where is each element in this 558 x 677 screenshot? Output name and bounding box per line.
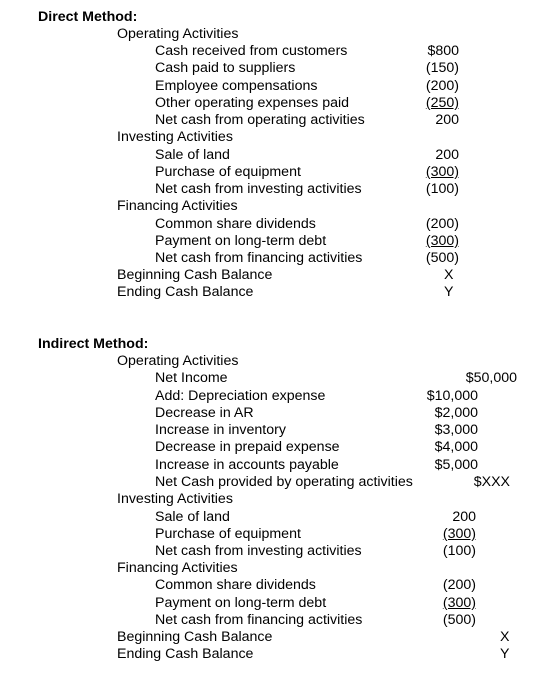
direct-method-heading: Direct Method:	[38, 9, 138, 25]
indirect-financing-total: Net cash from financing activities (500)	[155, 612, 476, 628]
indirect-investing-row: Purchase of equipment (300)	[155, 526, 476, 542]
direct-investing-label: Investing Activities	[117, 129, 233, 145]
indirect-beginning-balance: Beginning Cash Balance X	[117, 629, 510, 645]
indirect-ending-balance: Ending Cash Balance Y	[117, 646, 510, 662]
indirect-financing-row: Payment on long-term debt (300)	[155, 595, 476, 611]
direct-operating-row: Cash paid to suppliers (150)	[155, 60, 459, 76]
direct-financing-total: Net cash from financing activities (500)	[155, 250, 459, 266]
indirect-financing-row: Common share dividends (200)	[155, 577, 476, 593]
indirect-operating-row: Add: Depreciation expense $10,000	[155, 388, 478, 404]
direct-operating-row: Other operating expenses paid (250)	[155, 95, 459, 111]
direct-operating-total: Net cash from operating activities 200	[155, 112, 459, 128]
indirect-operating-row: Increase in inventory $3,000	[155, 422, 478, 438]
indirect-investing-total: Net cash from investing activities (100)	[155, 543, 476, 559]
indirect-method-heading: Indirect Method:	[38, 336, 149, 352]
direct-financing-row: Payment on long-term debt (300)	[155, 233, 459, 249]
indirect-investing-row: Sale of land 200	[155, 509, 476, 525]
indirect-operating-total: Net Cash provided by operating activities $XXX	[155, 474, 510, 490]
indirect-operating-row: Net Income $50,000	[155, 370, 517, 386]
direct-investing-row: Purchase of equipment (300)	[155, 164, 459, 180]
indirect-operating-label: Operating Activities	[117, 353, 239, 369]
direct-beginning-balance: Beginning Cash Balance X	[117, 267, 454, 283]
indirect-financing-label: Financing Activities	[117, 560, 238, 576]
indirect-operating-row: Increase in accounts payable $5,000	[155, 457, 478, 473]
direct-operating-row: Cash received from customers $800	[155, 43, 459, 59]
direct-investing-total: Net cash from investing activities (100)	[155, 181, 459, 197]
direct-financing-row: Common share dividends (200)	[155, 216, 459, 232]
direct-financing-label: Financing Activities	[117, 198, 238, 214]
indirect-investing-label: Investing Activities	[117, 491, 233, 507]
direct-operating-row: Employee compensations (200)	[155, 78, 459, 94]
direct-operating-label: Operating Activities	[117, 26, 239, 42]
direct-ending-balance: Ending Cash Balance Y	[117, 284, 454, 300]
indirect-operating-row: Decrease in AR $2,000	[155, 405, 478, 421]
direct-investing-row: Sale of land 200	[155, 147, 459, 163]
indirect-operating-row: Decrease in prepaid expense $4,000	[155, 439, 478, 455]
